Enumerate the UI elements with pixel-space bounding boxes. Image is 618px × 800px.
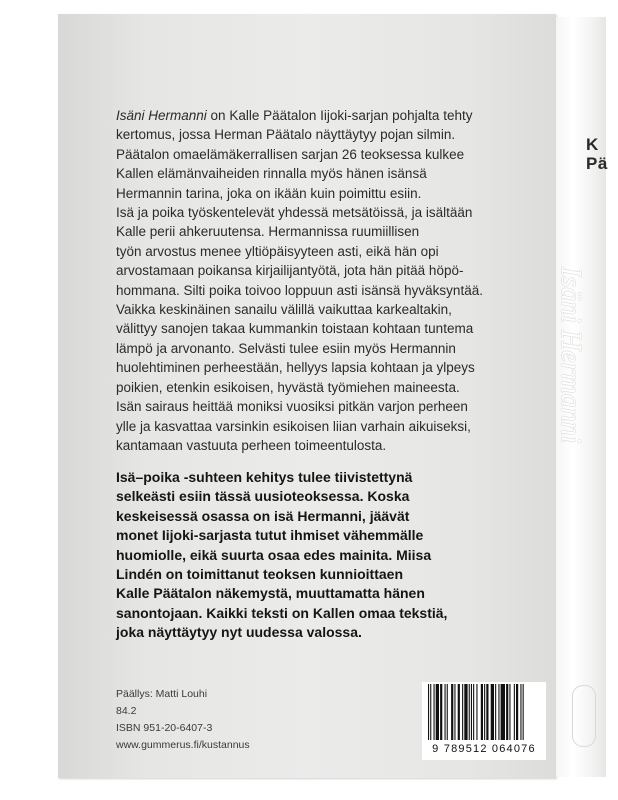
book — [58, 14, 606, 784]
spine-title-text: Isäni Hermanni — [555, 267, 586, 444]
barcode-number: 9 789512 064076 — [432, 743, 536, 755]
spine-author — [586, 135, 608, 173]
description-line: Kalle perii ahkeruutensa. Hermannissa ruumiillisen — [116, 224, 420, 240]
book-spine — [556, 17, 606, 777]
book-title-italic: Isäni Hermanni — [116, 108, 207, 123]
description-line: Vaikka keskinäinen sanailu välillä vaikuttaa karkealtakin, — [116, 302, 452, 318]
lead-line: huomiolle, eikä suurta osaa edes mainita. Miisa — [116, 546, 432, 563]
description-paragraph — [116, 106, 556, 455]
description-line: välittyy sanojen takaa kummankin toistaan kohtaan tuntema — [116, 321, 474, 337]
lead-line: keskeisessä osassa on isä Hermanni, jäävät — [116, 507, 410, 524]
publication-credits — [116, 686, 250, 754]
description-line: arvostamaan poikansa kirjailijantyötä, jota hän pitää höpö- — [116, 263, 464, 279]
lead-line: selkeästi esiin tässä uusioteoksessa. Koska — [116, 488, 410, 505]
lead-line: monet Iijoki-sarjasta tutut ihmiset vähemmälle — [116, 527, 424, 544]
isbn-number: ISBN 951-20-6407-3 — [116, 722, 213, 734]
description-line: huolehtiminen perheestään, hellyys lapsia kohtaan ja ylpeys — [116, 360, 475, 376]
description-line: Isä ja poika työskentelevät yhdessä metsätöissä, ja isältään — [116, 205, 473, 221]
description-line: Hermannin tarina, joka on ikään kuin poimittu esiin. — [116, 185, 422, 201]
description-line: Isän sairaus heittää moniksi vuosiksi pitkän varjon perheen — [116, 399, 468, 415]
description-line: kantamaan vastuuta perheen toimeentulosta. — [116, 437, 387, 453]
spine-author-line: Pä — [586, 154, 608, 173]
barcode — [422, 682, 546, 760]
description-line: Kallen elämänvaiheiden rinnalla myös hänen isänsä — [116, 166, 427, 182]
description-line: työn arvostus menee yltiöpäisyyteen asti, eikä hän opi — [116, 243, 439, 259]
description-line: lämpö ja arvonanto. Selvästi tulee esiin myös Hermannin — [116, 340, 456, 356]
lead-line: Lindén on toimittanut teoksen kunnioittaen — [116, 566, 403, 583]
back-cover — [58, 14, 556, 778]
description-line: Isäni Hermanni on Kalle Päätalon Iijoki-sarjan pohjalta tehty — [116, 108, 473, 123]
library-class: 84.2 — [116, 705, 137, 717]
description-line: kertomus, jossa Herman Päätalo näyttäytyy pojan silmin. — [116, 127, 456, 143]
cover-designer-credit: Päällys: Matti Louhi — [116, 688, 208, 700]
description-text — [116, 106, 556, 455]
lead-paragraph — [116, 468, 556, 643]
description-line: poikien, etenkin esikoisen, hyvästä työmiehen maineesta. — [116, 379, 460, 395]
barcode-bars — [424, 682, 544, 742]
description-line: hommana. Silti poika toivoo loppuun asti isänsä hyväksyntää. — [116, 282, 483, 298]
lead-line: joka näyttäytyy nyt uudessa valossa. — [116, 624, 362, 641]
description-line: ylle ja kasvattaa varsinkin esikoisen liian varhain aikuiseksi, — [116, 418, 471, 434]
spine-title — [555, 267, 602, 567]
lead-line: Kalle Päätalon näkemystä, muuttamatta hänen — [116, 585, 425, 602]
spine-author-line: K — [586, 135, 599, 154]
description-line: Päätalon omaelämäkerrallisen sarjan 26 teoksessa kulkee — [116, 146, 465, 162]
lead-line: sanontojaan. Kaikki teksti on Kallen omaa tekstiä, — [116, 604, 448, 621]
publisher-url: www.gummerus.fi/kustannus — [116, 739, 250, 751]
lead-line: Isä–poika -suhteen kehitys tulee tiivistettynä — [116, 469, 413, 485]
publisher-logo-icon — [572, 685, 596, 747]
